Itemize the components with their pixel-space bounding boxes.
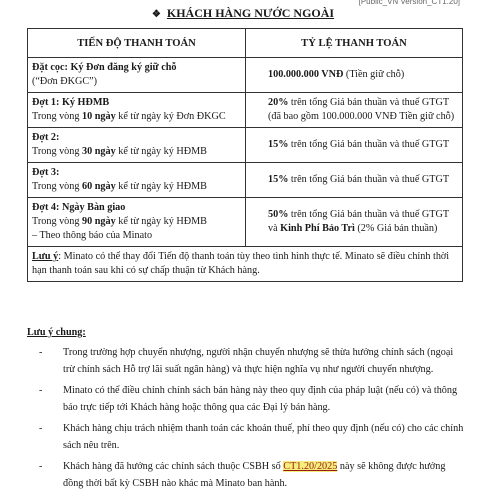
list-item-text: Khách hàng đã hưởng các chính sách thuộc CSBH số xyxy=(63,461,284,472)
rate-value: 20% xyxy=(268,97,289,108)
stage-desc: Trong vòng xyxy=(32,216,83,227)
rate-value: 15% xyxy=(268,174,289,185)
rate-note: (2% Giá bán thuần) xyxy=(354,223,438,234)
maintenance-fee-label: Kinh Phí Bảo Trì xyxy=(280,223,355,234)
schedule-cell xyxy=(28,128,246,163)
payment-schedule-table xyxy=(27,28,463,282)
stage-title: Đợt 2: xyxy=(32,132,60,143)
stage-days: 30 ngày xyxy=(82,146,116,157)
rate-value: 50% xyxy=(268,209,289,220)
note-cell xyxy=(28,247,463,282)
rate-cell xyxy=(246,198,463,247)
stage-desc: (“Đơn ĐKGC”) xyxy=(32,76,98,87)
rate-desc: (Tiền giữ chỗ) xyxy=(343,69,405,80)
schedule-cell xyxy=(28,163,246,198)
rate-desc: trên tổng Giá bán thuần và thuế GTGT xyxy=(288,209,450,220)
table-row xyxy=(28,128,463,163)
note-label: Lưu ý xyxy=(32,251,59,262)
stage-title: Đợt 1: Ký HĐMB xyxy=(32,97,110,108)
rate-desc: trên tổng Giá bán thuần và thuế GTGT xyxy=(288,174,450,185)
header-schedule: TIẾN ĐỘ THANH TOÁN xyxy=(28,29,246,58)
list-item-text: này sẽ không được hưởng đồng thời bất kỳ CSBH nào khác mà Minato ban hành. xyxy=(63,461,446,489)
list-item: - Khách hàng chịu trách nhiệm thanh toán các khoản thuế, phí theo quy định (nếu có) cho các chính sách nêu trên. xyxy=(63,420,467,454)
stage-desc: kể từ ngày ký HĐMB xyxy=(115,216,207,227)
rate-value: 100.000.000 VNĐ xyxy=(268,69,344,80)
rate-cell xyxy=(246,58,463,93)
general-notes-list xyxy=(27,344,467,492)
stage-days: 90 ngày xyxy=(82,216,116,227)
stage-desc: kể từ ngày ký HĐMB xyxy=(115,146,207,157)
rate-cell xyxy=(246,93,463,128)
schedule-cell xyxy=(28,93,246,128)
policy-code-highlight: CT1.20/2025 xyxy=(283,461,338,472)
general-notes-title: Lưu ý chung: xyxy=(27,327,86,338)
table-row xyxy=(28,58,463,93)
schedule-cell xyxy=(28,198,246,247)
stage-desc: Trong vòng xyxy=(32,111,83,122)
stage-desc: Trong vòng xyxy=(32,181,83,192)
header-rate: TỶ LỆ THANH TOÁN xyxy=(246,29,463,58)
stage-note: – Theo thông báo của Minato xyxy=(32,230,153,241)
table-row xyxy=(28,198,463,247)
table-note-row xyxy=(28,247,463,282)
rate-desc: trên tổng Giá bán thuần và thuế GTGT xyxy=(288,97,450,108)
diamond-bullet-icon: ❖ xyxy=(151,9,161,20)
rate-note: (đã bao gồm 100.000.000 VNĐ Tiền giữ chỗ) xyxy=(268,111,455,122)
note-text: : Minato có thể thay đổi Tiến độ thanh toán tùy theo tình hình thực tế. Minato sẽ điều chỉnh thời hạn thanh toán sau khi có sự chấp thuận từ Khách hàng. xyxy=(32,251,450,276)
general-notes xyxy=(27,327,467,496)
stage-title: Đặt cọc: Ký Đơn đăng ký giữ chỗ xyxy=(32,62,177,73)
table-header-row xyxy=(28,29,463,58)
stage-desc: Trong vòng xyxy=(32,146,83,157)
table-row xyxy=(28,93,463,128)
stage-days: 10 ngày xyxy=(82,111,116,122)
list-item: - Minato có thể điều chỉnh chính sách bán hàng này theo quy định của pháp luật (nếu có) và thông báo trực tiếp tới Khách hàng hoặc thông qua các Đại lý bán hàng. xyxy=(63,382,467,416)
rate-cell xyxy=(246,163,463,198)
stage-desc: kể từ ngày ký Đơn ĐKGC xyxy=(115,111,226,122)
version-label: [Public_VN Version_CT1.20] xyxy=(358,0,460,6)
stage-desc: kể từ ngày ký HĐMB xyxy=(115,181,207,192)
stage-days: 60 ngày xyxy=(82,181,116,192)
section-heading-text: KHÁCH HÀNG NƯỚC NGOÀI xyxy=(166,6,335,20)
stage-title: Đợt 4: Ngày Bàn giao xyxy=(32,202,126,213)
schedule-cell xyxy=(28,58,246,93)
list-item: - Trong trường hợp chuyển nhượng, người nhận chuyển nhượng sẽ thừa hưởng chính sách (ngoại trừ chính sách Hỗ trợ lãi suất ngân hàng) và thực hiện nghĩa vụ như người chuyển nhượng. xyxy=(63,344,467,378)
rate-desc: và xyxy=(268,223,281,234)
table-row xyxy=(28,163,463,198)
section-heading xyxy=(0,6,486,21)
rate-value: 15% xyxy=(268,139,289,150)
rate-cell xyxy=(246,128,463,163)
list-item xyxy=(63,458,467,492)
rate-desc: trên tổng Giá bán thuần và thuế GTGT xyxy=(288,139,450,150)
stage-title: Đợt 3: xyxy=(32,167,60,178)
